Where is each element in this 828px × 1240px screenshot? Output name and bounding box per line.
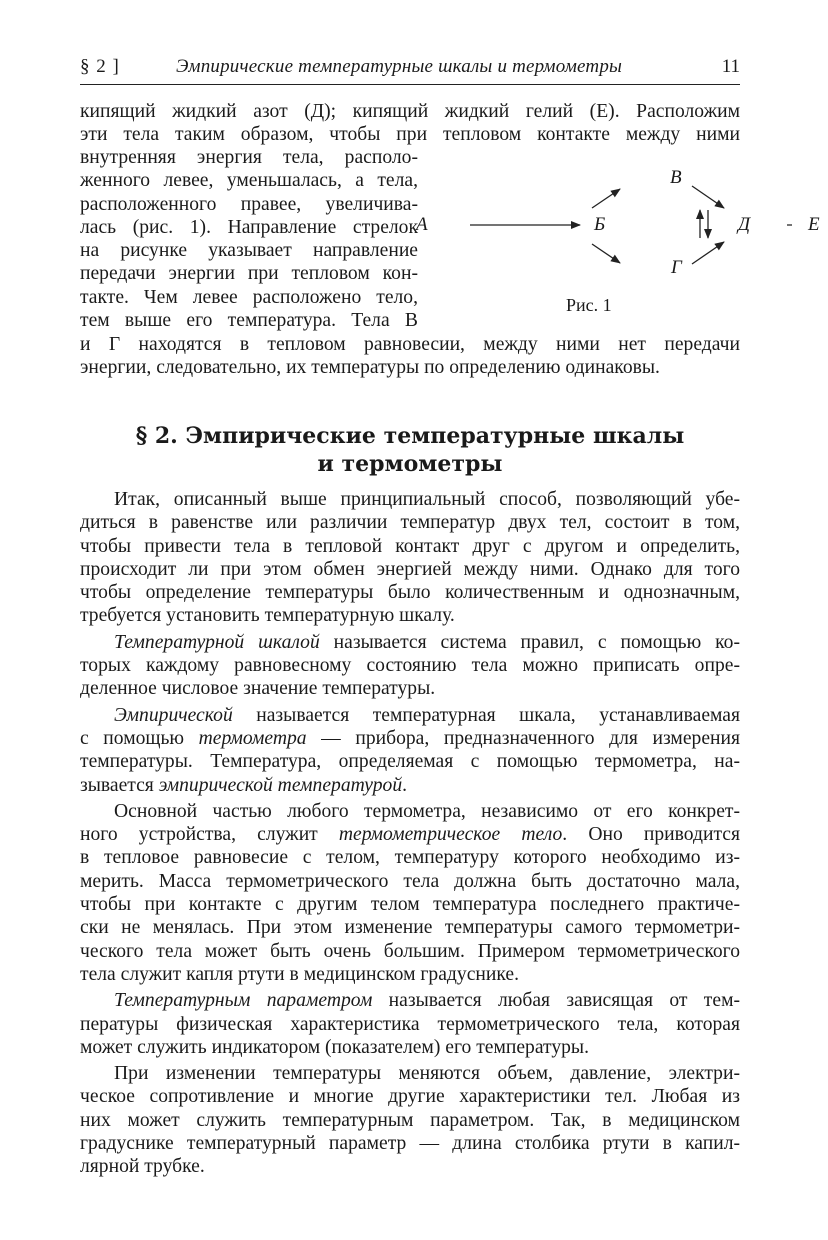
figure-label-e: Е bbox=[808, 214, 820, 235]
term-thermometer: термометра bbox=[198, 727, 307, 749]
text-fragment: . Оно приводится bbox=[562, 824, 740, 846]
running-head-section: § 2 ] bbox=[80, 56, 120, 77]
text-fragment: ного устройства, служит bbox=[80, 824, 339, 846]
arrow-v-to-d-main bbox=[692, 186, 724, 208]
text-line bbox=[80, 823, 740, 846]
text-line bbox=[80, 989, 740, 1012]
section-heading-line2: и термометры bbox=[317, 451, 503, 477]
text-line: мерить. Масса термометрического тела должна быть достаточно мала, bbox=[80, 870, 740, 892]
text-line: такте. Чем левее расположено тело, bbox=[80, 286, 418, 308]
text-line: передачи энергии при тепловом кон- bbox=[80, 263, 418, 285]
text-line: расположенного правее, увеличива- bbox=[80, 193, 418, 215]
text-line: температуры. Температура, определяемая с помощью термометра, на- bbox=[80, 751, 740, 773]
figure-energy-transfer bbox=[416, 162, 820, 322]
text-line bbox=[80, 727, 740, 750]
term-thermometric-body: термометрическое тело bbox=[338, 824, 563, 846]
text-line: Итак, описанный выше принципиальный способ, позволяющий убе- bbox=[114, 489, 740, 510]
text-line: энергии, следовательно, их температуры по определению одинаковы. bbox=[80, 357, 660, 379]
text-line: эти тела таким образом, чтобы при тепловом контакте между ними bbox=[80, 124, 740, 146]
text-fragment: зывается bbox=[80, 774, 159, 796]
text-line: лась (рис. 1). Направление стрелок bbox=[80, 216, 418, 238]
term-temperature-parameter: Температурным параметром bbox=[114, 990, 373, 1012]
text-fragment: — прибора, предназначенного для измерения bbox=[306, 727, 741, 749]
text-line: ски не менялась. При этом изменение температуры самого термометри- bbox=[80, 917, 740, 939]
text-line: в тепловое равновесие с телом, температуру которого необходимо из- bbox=[80, 847, 740, 869]
intro-text bbox=[80, 100, 740, 147]
page-number: 11 bbox=[721, 56, 740, 77]
arrow-g-to-d-main bbox=[692, 242, 724, 264]
text-line: Основной частью любого термометра, независимо от его конкрет- bbox=[114, 800, 740, 822]
text-line: градуснике температурный параметр — длина столбика ртути в капил- bbox=[80, 1133, 740, 1155]
figure-wrap-text bbox=[80, 146, 418, 332]
text-line: чтобы определение температуры было количественным и однозначным, bbox=[80, 582, 740, 604]
figure-label-d: Д bbox=[738, 214, 751, 235]
text-line: них может служить температурным параметром. Так, в медицинском bbox=[80, 1109, 740, 1131]
paragraph-1 bbox=[80, 488, 740, 628]
section-heading-line1: § 2. Эмпирические температурные шкалы bbox=[135, 423, 685, 449]
text-line: деленное числовое значение температуры. bbox=[80, 678, 436, 700]
term-empirical-temperature: эмпирической температурой bbox=[158, 774, 403, 796]
figure-label-g: Г bbox=[671, 257, 682, 278]
text-line: пературы физическая характеристика термометрического тела, которая bbox=[80, 1013, 740, 1035]
text-line: кипящий жидкий азот (Д); кипящий жидкий гелий (Е). Расположим bbox=[80, 101, 740, 122]
text-line bbox=[80, 631, 740, 654]
text-line bbox=[80, 704, 740, 727]
text-line: чтобы привести тела в тепловой контакт друг с другом и определить, bbox=[80, 535, 740, 557]
text-line: тем выше его температура. Тела В bbox=[80, 310, 418, 332]
term-empirical: Эмпирической bbox=[114, 704, 233, 726]
text-line: диться в равенстве или различии температур двух тел, состоит в том, bbox=[80, 512, 740, 534]
text-line: тела служит капля ртути в медицинском градуснике. bbox=[80, 963, 519, 985]
text-line: внутренняя энергия тела, располо- bbox=[80, 147, 418, 168]
text-line: требуется установить температурную шкалу. bbox=[80, 605, 455, 627]
paragraph-4 bbox=[80, 800, 740, 986]
arrow-b-to-v bbox=[592, 189, 620, 208]
text-line: и Г находятся в тепловом равновесии, между ними нет передачи bbox=[80, 334, 740, 355]
figure-label-b: Б bbox=[594, 214, 606, 235]
text-fragment: с помощью bbox=[80, 727, 199, 749]
text-fragment: называется система правил, с помощью ко- bbox=[319, 631, 740, 653]
arrow-b-to-g bbox=[592, 244, 620, 263]
text-line: торых каждому равновесному состоянию тела можно приписать опре- bbox=[80, 655, 740, 677]
text-line: на рисунке указывает направление bbox=[80, 240, 418, 262]
text-line: ческое сопротивление и многие другие характеристики тел. Любая из bbox=[80, 1086, 740, 1108]
text-fragment: называется температурная шкала, устанавливаемая bbox=[232, 704, 740, 726]
text-line: При изменении температуры меняются объем, давление, электри- bbox=[114, 1063, 740, 1085]
figure-caption: Рис. 1 bbox=[566, 295, 612, 315]
figure-label-v: В bbox=[670, 167, 682, 188]
book-page bbox=[80, 0, 820, 1240]
text-line: может служить индикатором (показателем) его температуры. bbox=[80, 1036, 589, 1058]
figure-label-a: А bbox=[416, 214, 428, 235]
text-line bbox=[80, 774, 740, 797]
running-head bbox=[80, 56, 740, 85]
paragraph-6 bbox=[80, 1062, 740, 1178]
paragraph-5 bbox=[80, 989, 740, 1059]
term-temperature-scale: Температурной шкалой bbox=[114, 631, 320, 653]
text-line: ческого тела может быть очень большим. Примером термометрического bbox=[80, 940, 740, 962]
running-head-title: Эмпирические температурные шкалы и термометры bbox=[176, 56, 623, 77]
text-line: происходит ли при этом обмен энергией между ними. Однако для того bbox=[80, 558, 740, 580]
paragraph-3 bbox=[80, 704, 740, 797]
text-line: женного левее, уменьшалась, а тела, bbox=[80, 170, 418, 192]
section-body bbox=[80, 488, 740, 1182]
text-fragment: . bbox=[402, 774, 408, 796]
section-heading bbox=[80, 422, 740, 478]
paragraph-2 bbox=[80, 631, 740, 701]
after-figure-text bbox=[80, 333, 740, 380]
text-line: лярной трубке. bbox=[80, 1156, 205, 1178]
text-line: чтобы при контакте с другим телом температура последнего практиче- bbox=[80, 894, 740, 916]
text-fragment: называется любая зависящая от тем- bbox=[372, 990, 740, 1012]
